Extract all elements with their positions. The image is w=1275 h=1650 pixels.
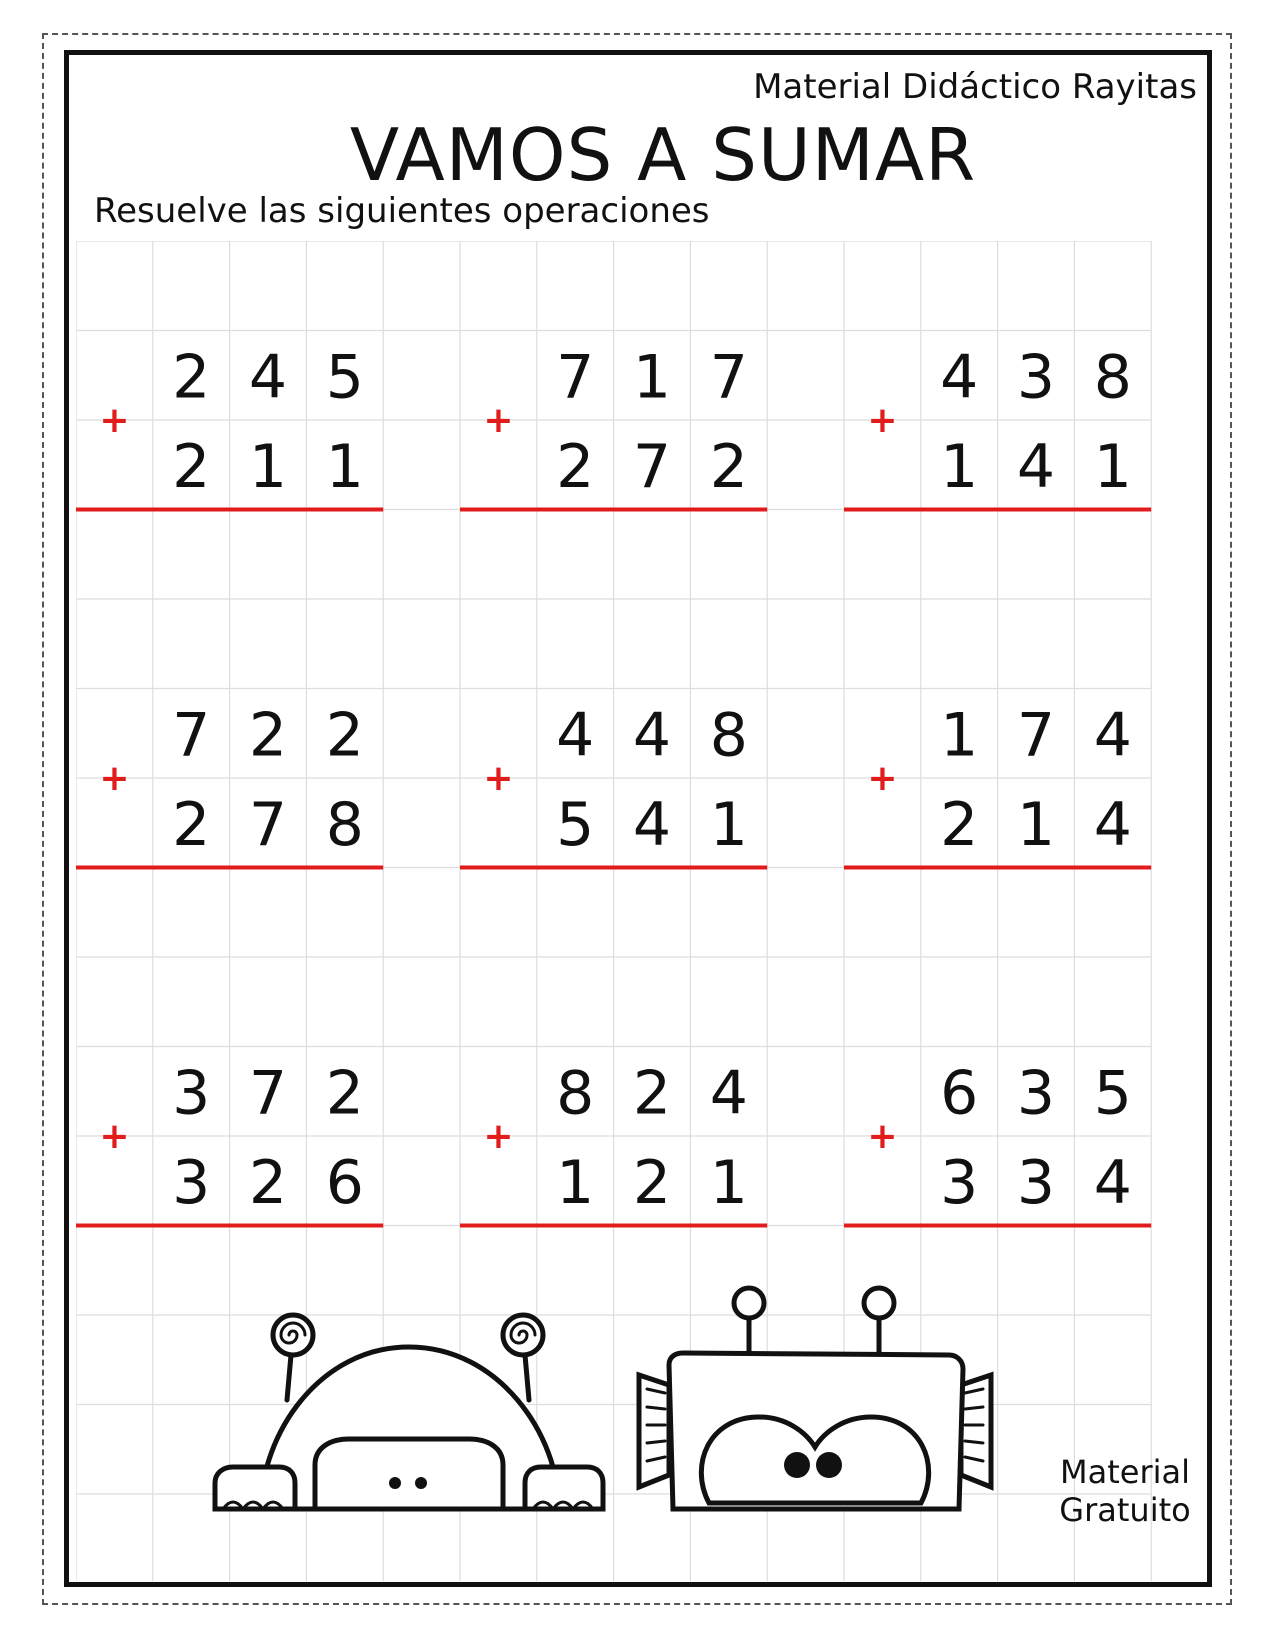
top-addend-digit: 7 <box>172 700 211 771</box>
top-addend-digit: 7 <box>248 1058 288 1129</box>
bottom-addend-digit: 1 <box>709 1147 748 1218</box>
bottom-addend-digit: 2 <box>556 431 595 502</box>
bottom-addend-digit: 4 <box>1093 789 1132 860</box>
instructions: Resuelve las siguientes operaciones <box>94 191 710 231</box>
bottom-addend-digit: 8 <box>325 789 364 860</box>
bottom-addend-digit: 1 <box>1093 431 1132 502</box>
plus-sign: + <box>99 758 130 799</box>
bottom-addend-digit: 6 <box>325 1147 364 1218</box>
bottom-addend-digit: 3 <box>172 1147 211 1218</box>
plus-sign: + <box>867 400 898 441</box>
plus-sign: + <box>867 1116 898 1157</box>
top-addend-digit: 6 <box>940 1058 979 1129</box>
top-addend-digit: 8 <box>1093 342 1132 413</box>
plus-sign: + <box>99 400 130 441</box>
top-addend-digit: 4 <box>556 700 595 771</box>
bottom-addend-digit: 1 <box>325 431 364 502</box>
bottom-addend-digit: 3 <box>1016 1147 1056 1218</box>
bottom-addend-digit: 4 <box>632 789 672 860</box>
bottom-addend-digit: 2 <box>632 1147 672 1218</box>
bottom-addend-digit: 7 <box>248 789 288 860</box>
bottom-addend-digit: 2 <box>248 1147 288 1218</box>
top-addend-digit: 7 <box>1016 700 1056 771</box>
worksheet <box>64 50 1212 1587</box>
top-addend-digit: 3 <box>1016 1058 1056 1129</box>
top-addend-digit: 3 <box>172 1058 211 1129</box>
bottom-addend-digit: 3 <box>940 1147 979 1218</box>
top-addend-digit: 4 <box>709 1058 748 1129</box>
bottom-addend-digit: 2 <box>172 431 211 502</box>
bottom-addend-digit: 2 <box>940 789 979 860</box>
top-addend-digit: 2 <box>632 1058 672 1129</box>
plus-sign: + <box>483 758 514 799</box>
top-addend-digit: 8 <box>709 700 748 771</box>
plus-sign: + <box>99 1116 130 1157</box>
bottom-addend-digit: 4 <box>1093 1147 1132 1218</box>
free-material-label-line1: Material <box>1060 1453 1190 1491</box>
addition-grid <box>76 241 1204 1581</box>
top-addend-digit: 3 <box>1016 342 1056 413</box>
top-addend-digit: 7 <box>709 342 748 413</box>
bottom-addend-digit: 1 <box>248 431 288 502</box>
top-addend-digit: 1 <box>632 342 672 413</box>
bottom-addend-digit: 2 <box>709 431 748 502</box>
bottom-addend-digit: 1 <box>709 789 748 860</box>
top-addend-digit: 1 <box>940 700 979 771</box>
bottom-addend-digit: 2 <box>172 789 211 860</box>
page-title: VAMOS A SUMAR <box>349 113 977 197</box>
plus-sign: + <box>483 1116 514 1157</box>
top-addend-digit: 5 <box>325 342 364 413</box>
bottom-addend-digit: 1 <box>556 1147 595 1218</box>
top-addend-digit: 4 <box>632 700 672 771</box>
bottom-addend-digit: 7 <box>632 431 672 502</box>
bottom-addend-digit: 5 <box>556 789 595 860</box>
top-addend-digit: 2 <box>248 700 288 771</box>
plus-sign: + <box>867 758 898 799</box>
top-addend-digit: 7 <box>556 342 595 413</box>
grid-lines <box>76 241 1151 1581</box>
top-addend-digit: 2 <box>325 700 364 771</box>
top-addend-digit: 8 <box>556 1058 595 1129</box>
top-addend-digit: 2 <box>325 1058 364 1129</box>
bottom-addend-digit: 1 <box>940 431 979 502</box>
top-addend-digit: 4 <box>940 342 979 413</box>
free-material-label-line2: Gratuito <box>1059 1491 1191 1529</box>
plus-sign: + <box>483 400 514 441</box>
top-addend-digit: 2 <box>172 342 211 413</box>
top-addend-digit: 4 <box>248 342 288 413</box>
top-addend-digit: 4 <box>1093 700 1132 771</box>
bottom-addend-digit: 4 <box>1016 431 1056 502</box>
brand-label: Material Didáctico Rayitas <box>753 67 1197 107</box>
bottom-addend-digit: 1 <box>1016 789 1056 860</box>
top-addend-digit: 5 <box>1093 1058 1132 1129</box>
